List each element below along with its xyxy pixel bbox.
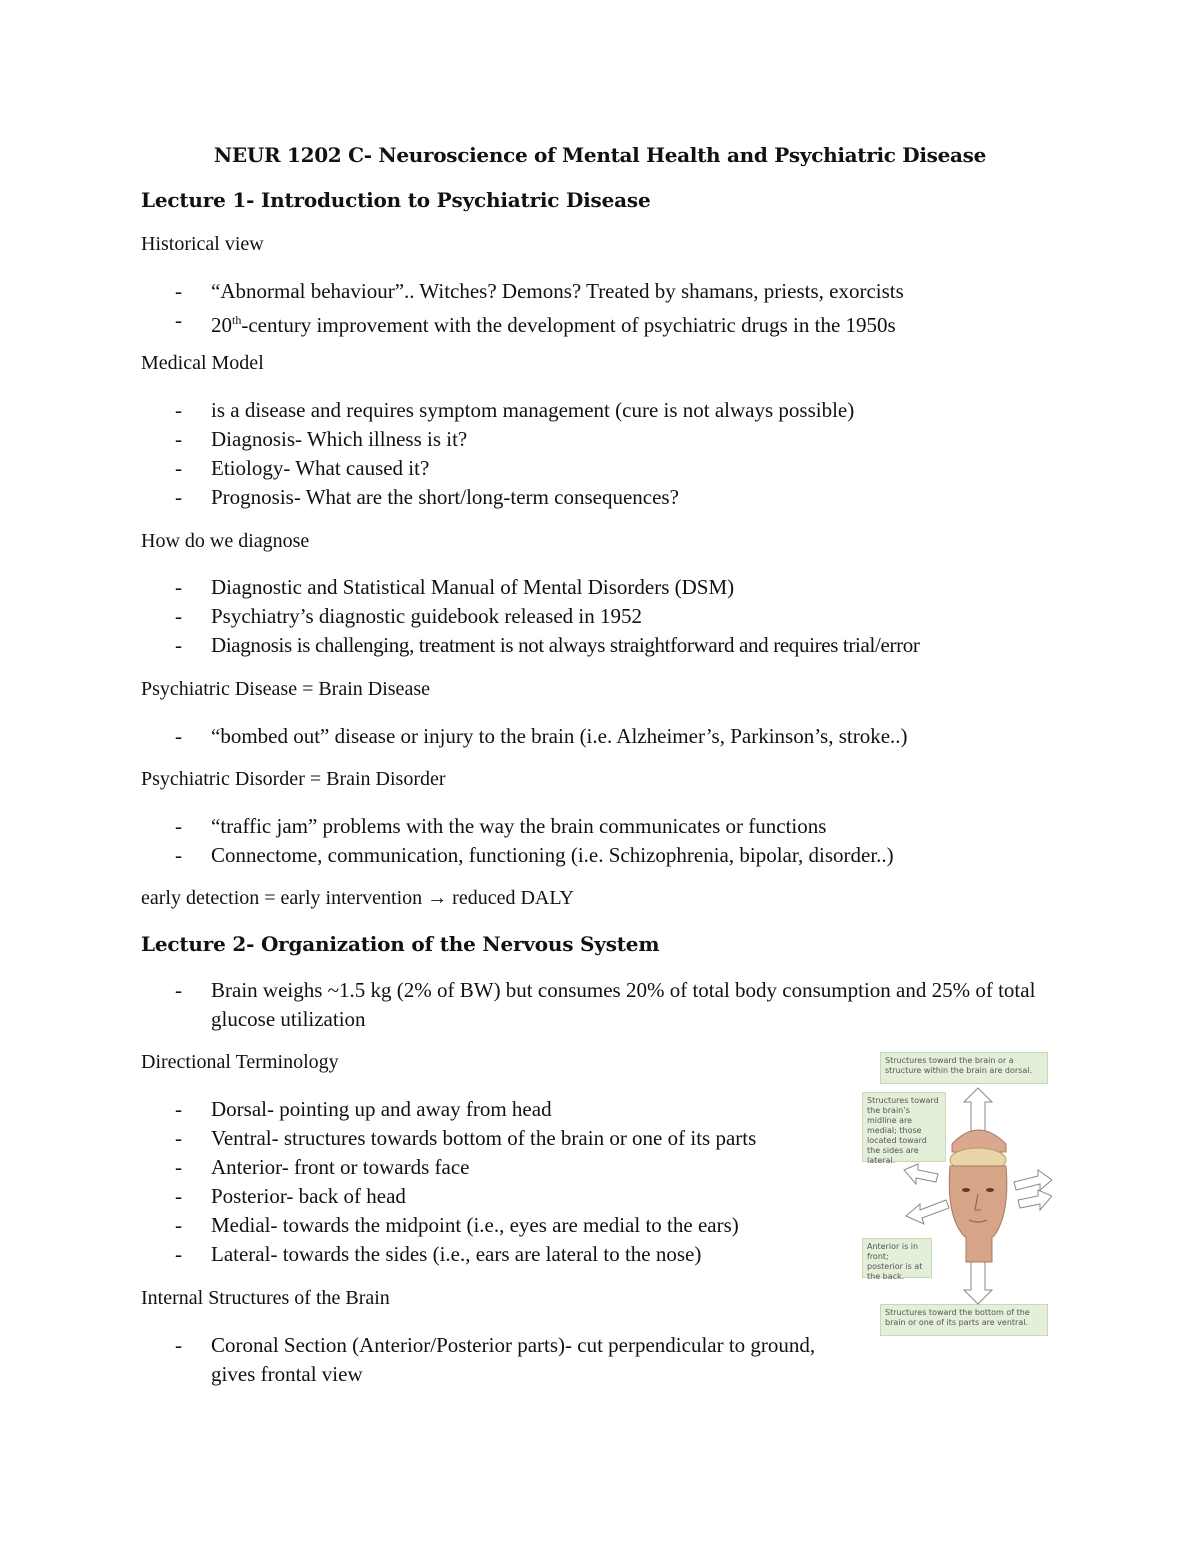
figure-caption-medial-lateral: Structures toward the brain’s midline are medial; those located toward the sides are lateral. — [862, 1092, 946, 1162]
section-heading-disease: Psychiatric Disease = Brain Disease — [141, 678, 430, 700]
list-brain-weight — [141, 976, 1041, 1034]
list-item: - Posterior- back of head — [175, 1184, 406, 1208]
list-item: - Dorsal- pointing up and away from head — [175, 1097, 552, 1121]
section-heading-historical: Historical view — [141, 233, 264, 255]
list-item: - Anterior- front or towards face — [175, 1155, 470, 1179]
anterior-arrow-icon — [906, 1200, 949, 1224]
figure-caption-ventral: Structures toward the bottom of the brain or one of its parts are ventral. — [880, 1304, 1048, 1336]
section-heading-internal: Internal Structures of the Brain — [141, 1287, 390, 1309]
posterior-arrow-icon — [1018, 1190, 1052, 1210]
section-heading-medical-model: Medical Model — [141, 352, 264, 374]
document-title: NEUR 1202 C- Neuroscience of Mental Health and Psychiatric Disease — [213, 143, 987, 167]
list-item: - Medial- towards the midpoint (i.e., eyes are medial to the ears) — [175, 1213, 739, 1237]
ventral-arrow-icon — [964, 1256, 992, 1304]
section-heading-diagnose: How do we diagnose — [141, 530, 310, 552]
list-item: - Psychiatry’s diagnostic guidebook released in 1952 — [175, 604, 643, 628]
figure-caption-dorsal: Structures toward the brain or a structure within the brain are dorsal. — [880, 1052, 1048, 1084]
lecture-2-heading: Lecture 2- Organization of the Nervous System — [141, 932, 660, 956]
list-diagnose — [141, 573, 920, 660]
section-heading-directional: Directional Terminology — [141, 1051, 339, 1073]
list-internal — [141, 1331, 841, 1389]
list-item: - is a disease and requires symptom management (cure is not always possible) — [175, 398, 855, 422]
list-item: - Connectome, communication, functioning (i.e. Schizophrenia, bipolar, disorder..) — [175, 843, 894, 867]
neck-icon — [966, 1238, 992, 1262]
list-item: - “Abnormal behaviour”.. Witches? Demons? Treated by shamans, priests, exorcists — [175, 279, 904, 303]
list-item: - Diagnosis is challenging, treatment is not always straightforward and requires trial/error — [175, 633, 920, 657]
figure-caption-anterior-posterior: Anterior is in front; posterior is at the back. — [862, 1238, 932, 1278]
conclusion-text: early detection = early intervention → reduced DALY — [141, 887, 574, 909]
list-item: - Ventral- structures towards bottom of the brain or one of its parts — [175, 1126, 757, 1150]
list-disease — [141, 722, 908, 751]
list-item: - “traffic jam” problems with the way the brain communicates or functions — [175, 814, 827, 838]
list-item: - “bombed out” disease or injury to the brain (i.e. Alzheimer’s, Parkinson’s, stroke..) — [175, 724, 908, 748]
list-item: - 20th-century improvement with the development of psychiatric drugs in the 1950s — [175, 308, 896, 337]
section-heading-disorder: Psychiatric Disorder = Brain Disorder — [141, 768, 446, 790]
directional-terminology-figure — [862, 1050, 1052, 1340]
lateral-arrow-icon — [1014, 1170, 1052, 1190]
medial-arrow-icon — [904, 1164, 938, 1184]
list-item: - Diagnostic and Statistical Manual of Mental Disorders (DSM) — [175, 575, 735, 599]
head-icon — [949, 1166, 1007, 1242]
list-item: - Etiology- What caused it? — [175, 456, 430, 480]
list-item: - Prognosis- What are the short/long-term consequences? — [175, 485, 679, 509]
list-disorder — [141, 812, 894, 870]
list-item: - Coronal Section (Anterior/Posterior parts)- cut perpendicular to ground, gives frontal view — [175, 1333, 816, 1386]
list-item: - Diagnosis- Which illness is it? — [175, 427, 468, 451]
list-item: - Lateral- towards the sides (i.e., ears are lateral to the nose) — [175, 1242, 702, 1266]
list-directional — [141, 1095, 756, 1269]
list-historical — [141, 277, 904, 340]
list-item: - Brain weighs ~1.5 kg (2% of BW) but consumes 20% of total body consumption and 25% of total glucose utilization — [175, 978, 1036, 1031]
head-diagram-image — [902, 1086, 1052, 1306]
list-medical-model — [141, 396, 854, 512]
lecture-1-heading: Lecture 1- Introduction to Psychiatric Disease — [141, 188, 651, 212]
